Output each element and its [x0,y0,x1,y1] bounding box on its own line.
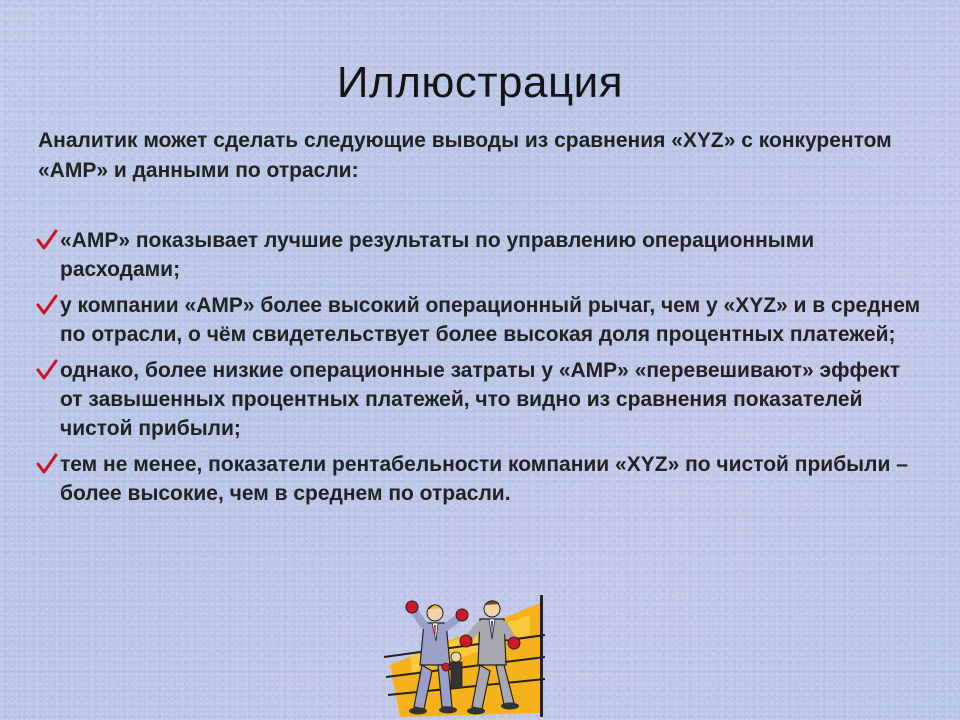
intro-paragraph: Аналитик может сделать следующие выводы из сравнения «XYZ» с конкурентом «АМР» и данными по отрасли: [38,129,892,182]
boxing-businessmen-illustration [380,595,550,717]
bullet-text: у компании «АМР» более высокий операционный рычаг, чем у «XYZ» и в среднем по отрасли, о чём свидетельствует более высокая доля процентных платежей; [60,294,921,346]
bullet-text: «АМР» показывает лучшие результаты по управлению операционными расходами; [60,229,815,281]
bullet-list [36,226,926,515]
checkmark-icon [36,294,58,316]
bullet-item [36,226,926,284]
bullet-item [36,291,926,349]
checkmark-icon [36,453,58,475]
bullet-item [36,450,926,508]
checkmark-icon [36,229,58,251]
checkmark-icon [36,359,58,381]
bullet-text: однако, более низкие операционные затраты у «АМР» «перевешивают» эффект от завышенных процентных платежей, что видно из сравнения показателей чистой прибыли; [60,359,901,440]
slide-title: Иллюстрация [336,58,624,107]
bullet-item [36,356,926,443]
bullet-text: тем не менее, показатели рентабельности компании «XYZ» по чистой прибыли – более высокие, чем в среднем по отрасли. [60,453,908,505]
